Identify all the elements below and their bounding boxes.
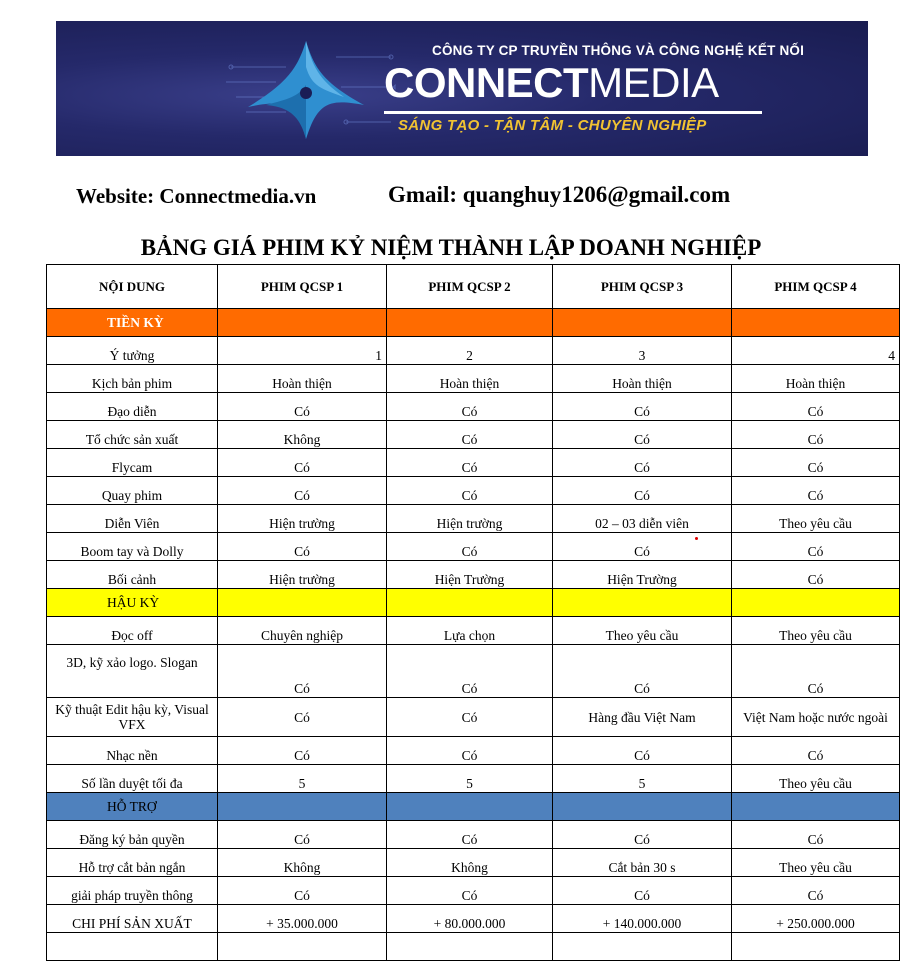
row-label: CHI PHÍ SẢN XUẤT [47, 905, 218, 933]
table-cell: Hoàn thiện [732, 365, 900, 393]
table-cell: Có [732, 393, 900, 421]
table-row [47, 645, 900, 698]
table-cell: 5 [218, 765, 387, 793]
table-cell: Có [218, 393, 387, 421]
table-cell: Có [218, 477, 387, 505]
table-cell [47, 933, 218, 961]
section-cell [553, 793, 732, 821]
table-cell: Hoàn thiện [553, 365, 732, 393]
section-cell [553, 309, 732, 337]
table-cell: Có [218, 645, 387, 698]
table-cell: Hiện Trường [387, 561, 553, 589]
table-cell: Hiện trường [387, 505, 553, 533]
table-cell: Có [553, 533, 732, 561]
row-label: Kịch bản phim [47, 365, 218, 393]
table-cell: 4 [732, 337, 900, 365]
table-cell: 3 [553, 337, 732, 365]
table-cell: Hiện Trường [553, 561, 732, 589]
row-label: giải pháp truyền thông [47, 877, 218, 905]
table-cell: Có [387, 449, 553, 477]
table-cell: Lựa chọn [387, 617, 553, 645]
header-banner [56, 21, 868, 156]
table-cell [553, 933, 732, 961]
table-cell: Theo yêu cầu [553, 617, 732, 645]
table-cell: Có [387, 393, 553, 421]
table-cell: Có [218, 737, 387, 765]
price-cell: + 250.000.000 [732, 905, 900, 933]
table-cell: Hiện trường [218, 561, 387, 589]
section-cell [732, 589, 900, 617]
banner-divider [384, 111, 762, 114]
table-cell: Có [387, 533, 553, 561]
row-label: Nhạc nền [47, 737, 218, 765]
section-row-ho-tro [47, 793, 900, 821]
table-cell: Việt Nam hoặc nước ngoài [732, 698, 900, 737]
table-row [47, 737, 900, 765]
table-row [47, 849, 900, 877]
table-cell: 02 – 03 diễn viên [553, 505, 732, 533]
table-cell: Hàng đầu Việt Nam [553, 698, 732, 737]
table-cell: Hiện trường [218, 505, 387, 533]
table-cell: Có [732, 821, 900, 849]
table-row [47, 337, 900, 365]
row-label: Kỹ thuật Edit hậu kỳ, Visual VFX [47, 698, 218, 737]
table-cell: Có [553, 877, 732, 905]
section-cell [387, 589, 553, 617]
table-cell: Không [218, 421, 387, 449]
table-row [47, 561, 900, 589]
row-label: Hỗ trợ cắt bản ngắn [47, 849, 218, 877]
table-row [47, 449, 900, 477]
table-cell: Theo yêu cầu [732, 617, 900, 645]
section-label: HẬU KỲ [47, 589, 218, 617]
table-cell: Có [732, 421, 900, 449]
brand-thin: MEDIA [588, 59, 719, 106]
table-cell: Theo yêu cầu [732, 505, 900, 533]
header-cell: PHIM QCSP 2 [387, 265, 553, 309]
table-cell: Có [732, 561, 900, 589]
table-cell: 2 [387, 337, 553, 365]
section-cell [387, 309, 553, 337]
table-cell: Theo yêu cầu [732, 849, 900, 877]
header-cell: PHIM QCSP 3 [553, 265, 732, 309]
table-cell: 5 [553, 765, 732, 793]
table-row [47, 617, 900, 645]
table-row [47, 877, 900, 905]
table-cell: 1 [218, 337, 387, 365]
table-cell: Có [218, 533, 387, 561]
section-row-hau-ky [47, 589, 900, 617]
table-cell: Có [553, 449, 732, 477]
table-cell: Có [732, 477, 900, 505]
row-label: Số lần duyệt tối đa [47, 765, 218, 793]
table-row [47, 393, 900, 421]
price-cell: + 35.000.000 [218, 905, 387, 933]
table-cell: Có [732, 449, 900, 477]
website-text: Website: Connectmedia.vn [76, 184, 317, 208]
table-cell [218, 933, 387, 961]
row-label: Flycam [47, 449, 218, 477]
table-cell: Có [218, 877, 387, 905]
row-label: Quay phim [47, 477, 218, 505]
table-cell: Hoàn thiện [387, 365, 553, 393]
company-name: CÔNG TY CP TRUYỀN THÔNG VÀ CÔNG NGHỆ KẾT NỐI [432, 43, 805, 58]
section-cell [218, 589, 387, 617]
red-dot-mark [695, 537, 698, 540]
table-row [47, 505, 900, 533]
price-cell: + 140.000.000 [553, 905, 732, 933]
table-cell: Có [387, 477, 553, 505]
section-cell [218, 793, 387, 821]
table-cell: Không [218, 849, 387, 877]
table-row [47, 421, 900, 449]
row-label: Ý tưởng [47, 337, 218, 365]
row-label: Diễn Viên [47, 505, 218, 533]
table-row [47, 765, 900, 793]
table-cell: Không [387, 849, 553, 877]
table-header-row [47, 265, 900, 309]
table-row-total [47, 905, 900, 933]
table-cell: Có [387, 877, 553, 905]
section-cell [218, 309, 387, 337]
section-row-tien-ky [47, 309, 900, 337]
header-cell: NỘI DUNG [47, 265, 218, 309]
section-label: TIỀN KỲ [47, 309, 218, 337]
slogan: SÁNG TẠO - TẬN TÂM - CHUYÊN NGHIỆP [398, 117, 707, 134]
header-cell: PHIM QCSP 1 [218, 265, 387, 309]
row-label: Đăng ký bản quyền [47, 821, 218, 849]
table-cell: Có [387, 698, 553, 737]
row-label: 3D, kỹ xảo logo. Slogan [47, 645, 218, 698]
row-label: Đọc off [47, 617, 218, 645]
table-cell: Có [387, 421, 553, 449]
table-cell: Có [553, 477, 732, 505]
table-cell: Có [732, 877, 900, 905]
table-cell: Có [218, 698, 387, 737]
table-cell: Theo yêu cầu [732, 765, 900, 793]
table-cell [387, 933, 553, 961]
table-cell: Có [387, 645, 553, 698]
table-cell: Hoàn thiện [218, 365, 387, 393]
table-cell: Có [553, 421, 732, 449]
table-row [47, 533, 900, 561]
price-cell: + 80.000.000 [387, 905, 553, 933]
table-cell: Có [553, 821, 732, 849]
table-row-empty [47, 933, 900, 961]
table-cell: Có [732, 533, 900, 561]
header-cell: PHIM QCSP 4 [732, 265, 900, 309]
table-cell: Có [218, 821, 387, 849]
row-label: Đạo diễn [47, 393, 218, 421]
price-table [46, 264, 900, 961]
table-cell: Có [387, 737, 553, 765]
brand-bold: CONNECT [384, 59, 589, 106]
section-cell [553, 589, 732, 617]
table-cell: Có [732, 645, 900, 698]
table-cell: Có [732, 737, 900, 765]
table-cell: Có [387, 821, 553, 849]
connectmedia-logo-icon [226, 27, 396, 151]
table-row [47, 365, 900, 393]
section-cell [732, 309, 900, 337]
row-label: Bối cảnh [47, 561, 218, 589]
table-cell: Chuyên nghiệp [218, 617, 387, 645]
table-cell: Có [553, 737, 732, 765]
table-cell: Cắt bản 30 s [553, 849, 732, 877]
table-cell: 5 [387, 765, 553, 793]
table-cell: Có [218, 449, 387, 477]
table-cell: Có [553, 645, 732, 698]
document-title: BẢNG GIÁ PHIM KỶ NIỆM THÀNH LẬP DOANH NGHIỆP [140, 235, 762, 260]
table-cell [732, 933, 900, 961]
table-row [47, 698, 900, 737]
gmail-text: Gmail: quanghuy1206@gmail.com [388, 182, 731, 207]
section-label: HỖ TRỢ [47, 793, 218, 821]
row-label: Boom tay và Dolly [47, 533, 218, 561]
table-row [47, 477, 900, 505]
section-cell [732, 793, 900, 821]
section-cell [387, 793, 553, 821]
table-row [47, 821, 900, 849]
brand-name [384, 59, 719, 107]
table-cell: Có [553, 393, 732, 421]
row-label: Tổ chức sản xuất [47, 421, 218, 449]
